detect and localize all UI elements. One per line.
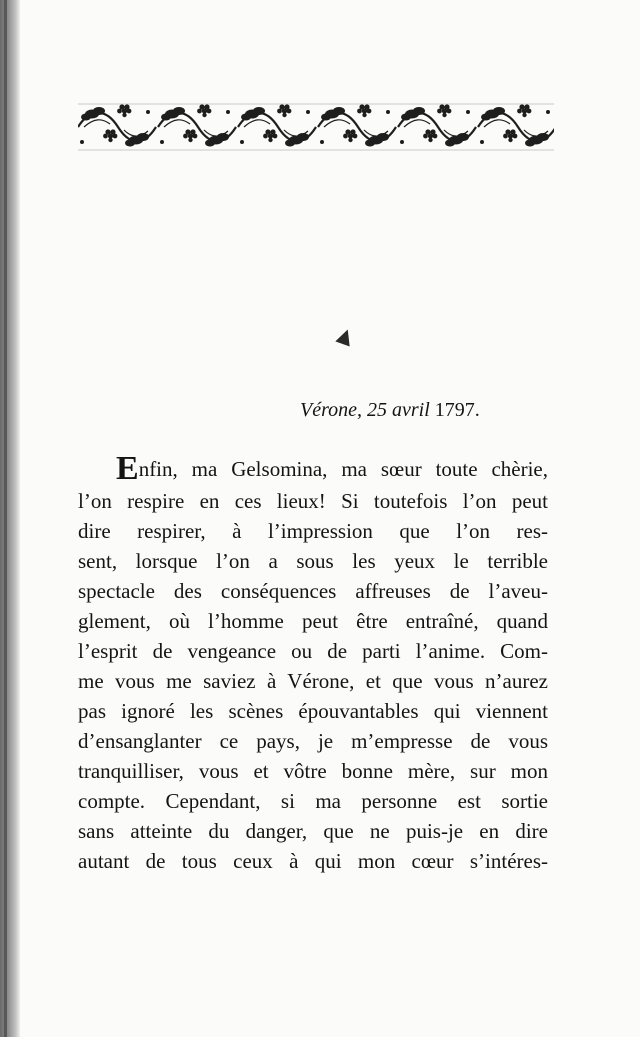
letter-line: d’ensanglanter ce pays, je m’empresse de vous (78, 729, 548, 753)
dateline-place: Vérone, (300, 399, 363, 421)
letter-line-1 (78, 452, 548, 486)
letter-line: compte. Cependant, si ma personne est sortie (78, 789, 548, 813)
dateline (300, 397, 500, 423)
letter-line: glement, où l’homme peut être entraîné, quand (78, 609, 548, 633)
letter-line: sans atteinte du danger, que ne puis-je en dire (78, 819, 548, 843)
letter-line: me vous me saviez à Vérone, et que vous n’aurez (78, 669, 548, 693)
drop-cap: E (116, 450, 139, 487)
ink-speck-icon: ▲ (334, 321, 358, 349)
binding-edge (4, 0, 7, 1037)
letter-body (78, 452, 548, 876)
letter-line: spectacle des conséquences affreuses de l’aveu- (78, 579, 548, 603)
letter-line: l’on respire en ces lieux! Si toutefois l’on peut (78, 489, 548, 513)
letter-line-1-text: nfin, ma Gelsomina, ma sœur toute chèrie, (138, 457, 548, 481)
letter-line: pas ignoré les scènes épouvantables qui viennent (78, 699, 548, 723)
dateline-year: 1797. (434, 399, 480, 421)
letter-line: dire respirer, à l’impression que l’on res- (78, 519, 548, 543)
letter-line: tranquilliser, vous et vôtre bonne mère, sur mon (78, 759, 548, 783)
letter-line: l’esprit de vengeance ou de parti l’anime. Com- (78, 639, 548, 663)
book-spine-shadow (0, 0, 20, 1037)
floral-ornament-icon (78, 102, 554, 152)
letter-line: autant de tous ceux à qui mon cœur s’intéres- (78, 849, 548, 873)
letter-line: sent, lorsque l’on a sous les yeux le terrible (78, 549, 548, 573)
dateline-day: 25 avril (367, 399, 430, 421)
